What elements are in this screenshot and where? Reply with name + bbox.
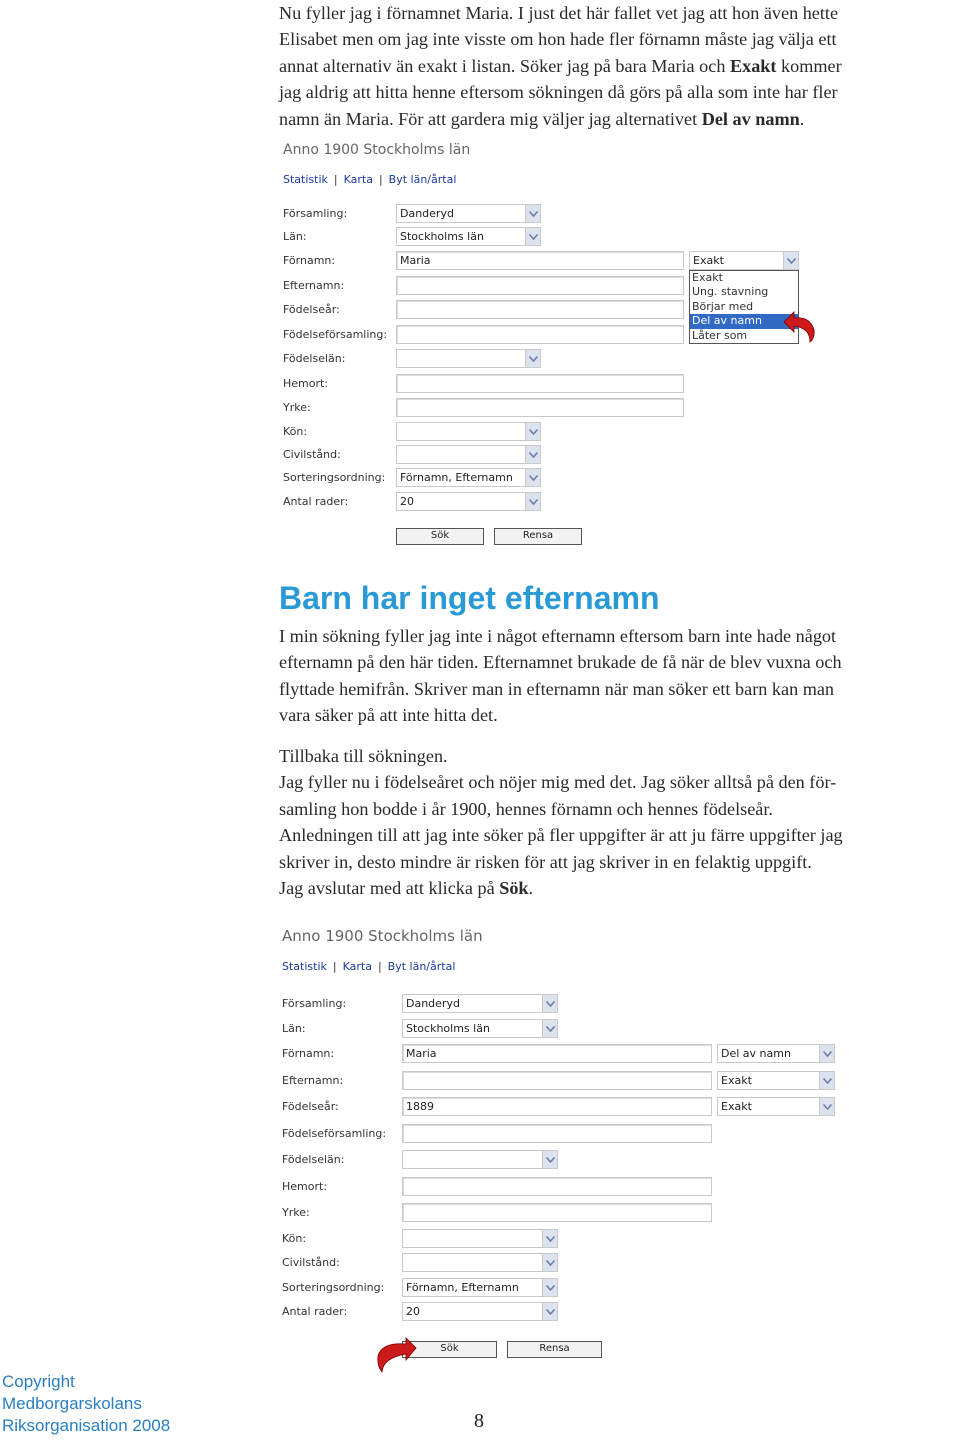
select-value: Exakt xyxy=(693,254,724,267)
form-row xyxy=(282,1302,842,1322)
section-heading: Barn har inget efternamn xyxy=(279,580,660,616)
field-label: Antal rader: xyxy=(283,495,349,508)
match-mode-select[interactable] xyxy=(717,1097,835,1116)
form-title: Anno 1900 Stockholms län xyxy=(282,927,483,945)
chevron-down-icon[interactable] xyxy=(525,446,540,463)
red-pointer-arrow-icon xyxy=(780,306,820,346)
field-label: Kön: xyxy=(283,425,308,438)
nav-separator: | xyxy=(378,173,383,186)
form-row xyxy=(282,1044,842,1064)
para-line: Anledningen till att jag inte söker på fler uppgifter är att ju färre uppgifter jag xyxy=(279,825,843,846)
form-row xyxy=(282,1177,842,1197)
field-label: Efternamn: xyxy=(283,279,345,292)
nav-link-karta[interactable]: Karta xyxy=(342,960,372,973)
field-input[interactable] xyxy=(396,300,684,319)
select-value: Förnamn, Efternamn xyxy=(400,471,513,484)
select-value: Exakt xyxy=(721,1100,752,1113)
field-label: Civilstånd: xyxy=(282,1256,340,1269)
para-line: vara säker på att inte hitta det. xyxy=(279,705,498,726)
para-line: efternamn på den här tiden. Efternamnet brukade de få när de blev vuxna och xyxy=(279,652,842,673)
nav-link-statistik[interactable]: Statistik xyxy=(282,960,327,973)
field-label: Förnamn: xyxy=(282,1047,335,1060)
form-row xyxy=(282,1071,842,1091)
field-label: Yrke: xyxy=(283,401,311,414)
red-pointer-arrow-icon xyxy=(374,1334,420,1374)
field-select[interactable] xyxy=(402,1253,558,1272)
select-value: Danderyd xyxy=(400,207,454,220)
nav-link-statistik[interactable]: Statistik xyxy=(283,173,328,186)
field-label: Förnamn: xyxy=(283,254,336,267)
intro-line: jag aldrig att hitta henne eftersom sökningen då görs på alla som inte har fler xyxy=(279,82,838,103)
form-title: Anno 1900 Stockholms län xyxy=(283,142,471,158)
para-line: I min sökning fyller jag inte i något efternamn eftersom barn inte hade något xyxy=(279,626,837,646)
form-row xyxy=(282,1150,842,1170)
select-value: Exakt xyxy=(721,1074,752,1087)
chevron-down-icon[interactable] xyxy=(542,1303,557,1320)
intro-line: Elisabet men om jag inte visste om hon hade fler förnamn måste jag välja ett xyxy=(279,29,837,50)
form-row xyxy=(283,349,843,369)
para-line: flyttade hemifrån. Skriver man in efternamn när man söker ett barn kan man xyxy=(279,678,835,699)
para-line: Jag avslutar med att klicka på Sök. xyxy=(279,878,534,899)
form-row xyxy=(283,204,843,224)
form-row xyxy=(282,1124,842,1144)
form-row xyxy=(282,1278,842,1298)
org-year: Riksorganisation 2008 xyxy=(2,1416,171,1435)
select-value: Danderyd xyxy=(406,997,460,1010)
para-line: Jag fyller nu i födelseåret och nöjer mig med det. Jag söker alltså på den för- xyxy=(279,772,837,793)
form-row xyxy=(282,1229,842,1249)
field-label: Församling: xyxy=(282,997,347,1010)
chevron-down-icon[interactable] xyxy=(542,995,557,1012)
search-button[interactable]: Sök xyxy=(402,1341,497,1358)
select-value: 20 xyxy=(406,1305,420,1318)
form-row xyxy=(283,468,843,488)
dropdown-option[interactable]: Låter som xyxy=(692,328,748,342)
field-select[interactable] xyxy=(396,227,541,246)
intro-line: Nu fyller jag i förnamnet Maria. I just det här fallet vet jag att hon även hette xyxy=(279,3,839,23)
form-row xyxy=(283,251,843,271)
para-line: skriver in, desto mindre är risken för att jag skriver in en felaktig uppgift. xyxy=(279,851,812,872)
field-label: Kön: xyxy=(282,1232,307,1245)
form-row xyxy=(283,445,843,465)
field-input[interactable] xyxy=(402,1203,712,1222)
field-label: Födelseförsamling: xyxy=(283,328,388,341)
match-mode-select[interactable] xyxy=(717,1071,835,1090)
field-select[interactable] xyxy=(396,445,541,464)
field-select[interactable] xyxy=(402,994,558,1013)
para-line: samling hon bodde i år 1900, hennes förnamn och hennes födelseår. xyxy=(279,798,773,819)
field-select[interactable] xyxy=(402,1150,558,1169)
field-label: Födelselän: xyxy=(282,1153,345,1166)
dropdown-option[interactable]: Exakt xyxy=(692,271,723,284)
field-select[interactable] xyxy=(402,1019,558,1038)
chevron-down-icon[interactable] xyxy=(819,1098,834,1115)
field-label: Län: xyxy=(283,230,307,243)
form-nav xyxy=(283,173,456,186)
field-select[interactable] xyxy=(396,349,541,368)
intro-line: namn än Maria. För att gardera mig väljer jag alternativet Del av namn. xyxy=(279,108,805,129)
children-paragraph xyxy=(279,623,959,729)
search-form-screenshot-2 xyxy=(282,925,842,1365)
field-label: Hemort: xyxy=(282,1180,328,1193)
chevron-down-icon[interactable] xyxy=(819,1072,834,1089)
field-label: Civilstånd: xyxy=(283,448,341,461)
org-name: Medborgarskolans xyxy=(2,1394,142,1413)
chevron-down-icon[interactable] xyxy=(542,1279,557,1296)
clear-button[interactable]: Rensa xyxy=(494,528,582,545)
chevron-down-icon[interactable] xyxy=(542,1230,557,1247)
intro-line: annat alternativ än exakt i listan. Söker jag på bara Maria och Exakt kommer xyxy=(279,55,842,76)
form-nav xyxy=(282,960,455,973)
field-input[interactable]: Maria xyxy=(396,251,684,270)
match-mode-select[interactable] xyxy=(717,1044,835,1063)
dropdown-option[interactable]: Börjar med xyxy=(692,299,754,313)
field-label: Sorteringsordning: xyxy=(283,471,386,484)
chevron-down-icon[interactable] xyxy=(525,493,540,510)
form-row xyxy=(282,1019,842,1039)
select-value: Stockholms län xyxy=(406,1022,490,1035)
form-row xyxy=(283,227,843,247)
field-input[interactable]: 1889 xyxy=(402,1097,712,1116)
field-label: Födelseår: xyxy=(283,303,340,316)
copyright-label: Copyright xyxy=(2,1372,75,1391)
search-form-screenshot-1 xyxy=(283,140,843,550)
select-value: Förnamn, Efternamn xyxy=(406,1281,519,1294)
chevron-down-icon[interactable] xyxy=(525,228,540,245)
select-value: 20 xyxy=(400,495,414,508)
field-select[interactable] xyxy=(402,1229,558,1248)
field-select[interactable] xyxy=(402,1278,558,1297)
chevron-down-icon[interactable] xyxy=(525,350,540,367)
nav-separator: | xyxy=(333,173,338,186)
match-mode-select[interactable] xyxy=(689,251,799,270)
form-row xyxy=(282,1253,842,1273)
form-row xyxy=(282,1097,842,1117)
form-row xyxy=(283,422,843,442)
nav-link-karta[interactable]: Karta xyxy=(343,173,373,186)
chevron-down-icon[interactable] xyxy=(525,205,540,222)
chevron-down-icon[interactable] xyxy=(542,1020,557,1037)
field-input[interactable] xyxy=(396,325,684,344)
nav-separator: | xyxy=(332,960,337,973)
field-input[interactable] xyxy=(402,1177,712,1196)
field-label: Efternamn: xyxy=(282,1074,344,1087)
para-line: Tillbaka till sökningen. xyxy=(279,746,448,766)
field-input[interactable] xyxy=(402,1071,712,1090)
nav-link-byt-lan[interactable]: Byt län/årtal xyxy=(387,960,456,973)
select-value: Del av namn xyxy=(721,1047,791,1060)
search-button[interactable]: Sök xyxy=(396,528,484,545)
clear-button[interactable]: Rensa xyxy=(507,1341,602,1358)
field-label: Hemort: xyxy=(283,377,329,390)
intro-paragraph xyxy=(279,0,959,132)
field-label: Län: xyxy=(282,1022,306,1035)
field-input[interactable] xyxy=(396,276,684,295)
field-select[interactable] xyxy=(396,492,541,511)
form-row xyxy=(282,994,842,1014)
field-label: Antal rader: xyxy=(282,1305,348,1318)
field-input[interactable] xyxy=(396,398,684,417)
field-input[interactable] xyxy=(402,1124,712,1143)
back-to-search-paragraph xyxy=(279,743,959,901)
field-select[interactable] xyxy=(396,422,541,441)
chevron-down-icon[interactable] xyxy=(542,1151,557,1168)
field-label: Födelselän: xyxy=(283,352,346,365)
chevron-down-icon[interactable] xyxy=(542,1254,557,1271)
select-value: Stockholms län xyxy=(400,230,484,243)
form-row xyxy=(282,1203,842,1223)
field-label: Födelseförsamling: xyxy=(282,1127,387,1140)
field-label: Sorteringsordning: xyxy=(282,1281,385,1294)
field-select[interactable] xyxy=(402,1302,558,1321)
field-input[interactable] xyxy=(396,374,684,393)
dropdown-option[interactable]: Del av namn xyxy=(690,314,798,328)
field-label: Födelseår: xyxy=(282,1100,339,1113)
form-row xyxy=(283,492,843,512)
chevron-down-icon[interactable] xyxy=(783,252,798,269)
page-number: 8 xyxy=(474,1410,484,1432)
nav-separator: | xyxy=(377,960,382,973)
field-select[interactable] xyxy=(396,468,541,487)
nav-link-byt-lan[interactable]: Byt län/årtal xyxy=(388,173,457,186)
footer-copyright xyxy=(2,1371,170,1437)
dropdown-option[interactable]: Ung. stavning xyxy=(692,285,769,299)
chevron-down-icon[interactable] xyxy=(525,423,540,440)
form-row xyxy=(283,374,843,394)
chevron-down-icon[interactable] xyxy=(525,469,540,486)
field-input[interactable]: Maria xyxy=(402,1044,712,1063)
form-row xyxy=(283,398,843,418)
field-label: Församling: xyxy=(283,207,348,220)
field-label: Yrke: xyxy=(282,1206,310,1219)
field-select[interactable] xyxy=(396,204,541,223)
chevron-down-icon[interactable] xyxy=(819,1045,834,1062)
